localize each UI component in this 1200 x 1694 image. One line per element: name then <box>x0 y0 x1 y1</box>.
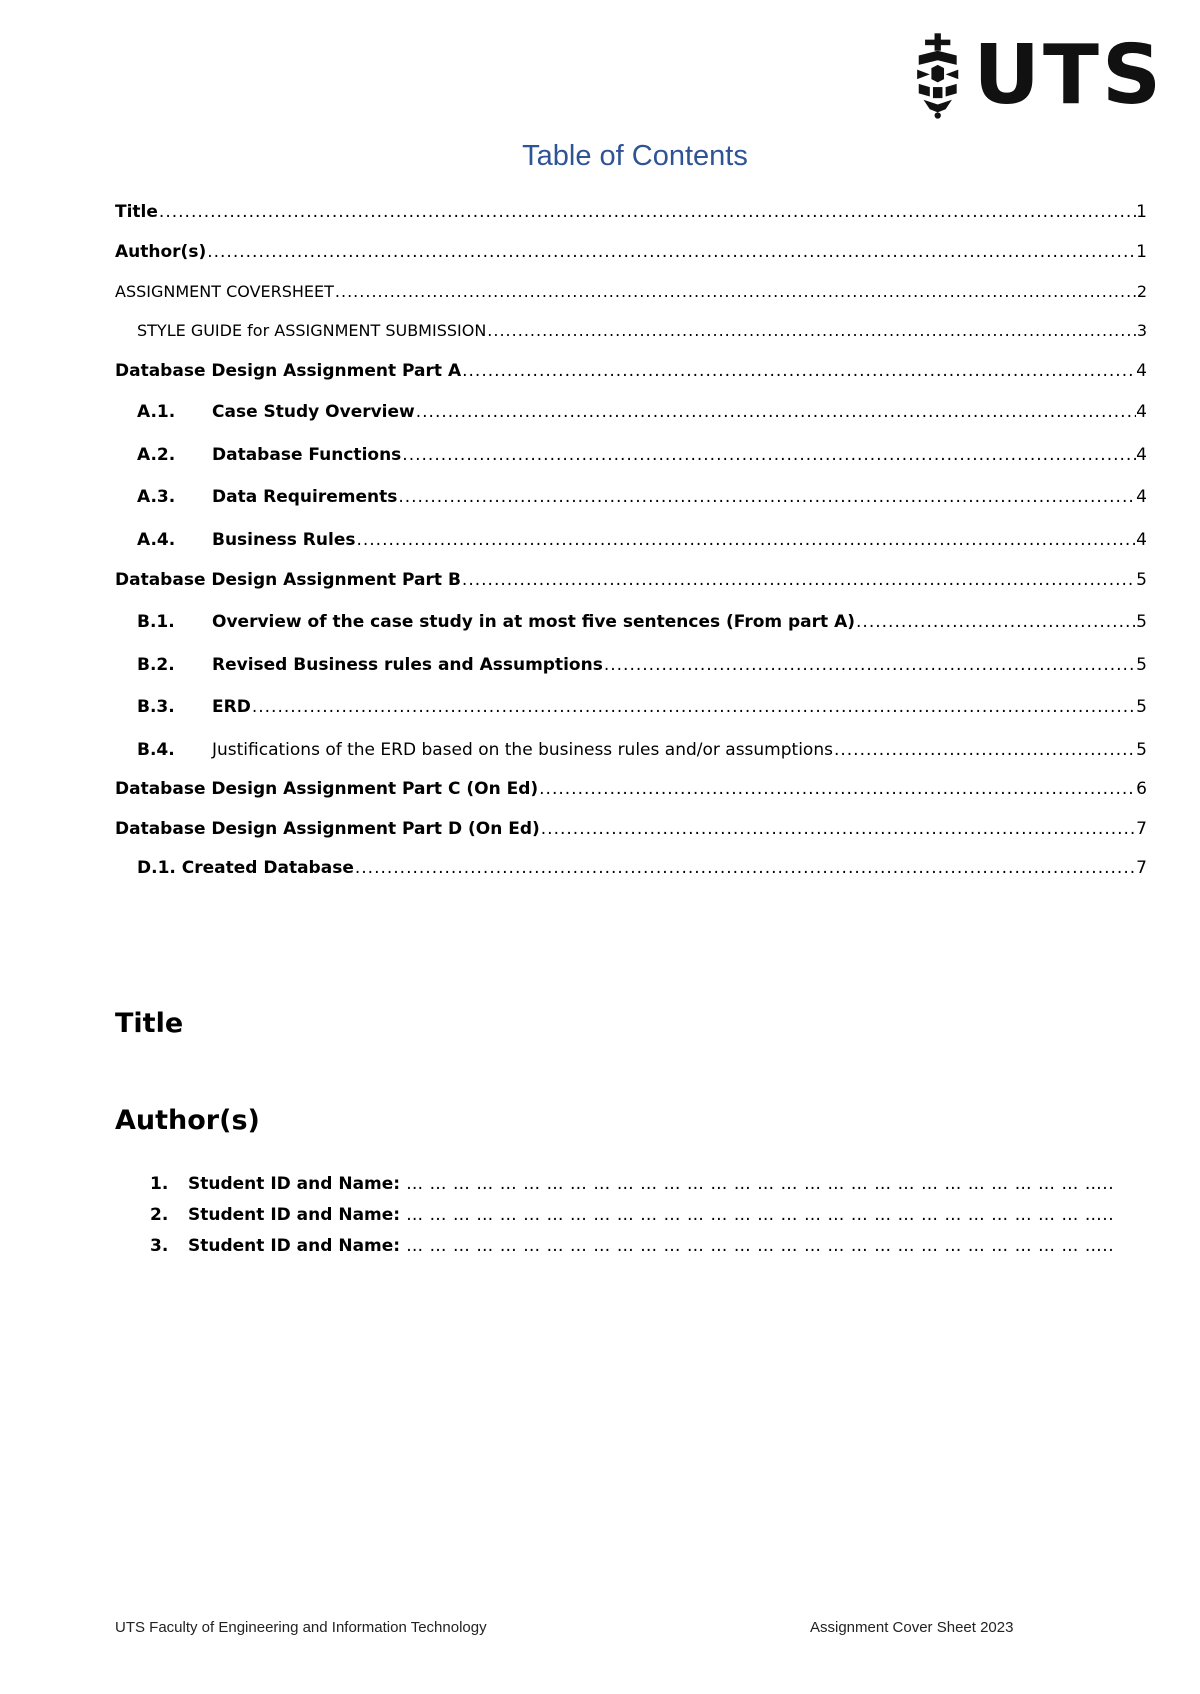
student-entry: 2. Student ID and Name: … … … … … … … … … … … … … … … … … … … … … … … … … … … … … ….. <box>150 1205 1115 1225</box>
student-name-field[interactable]: … … … … … … … … … … … … … … … … … … … … … … … … … … … … … ….. <box>406 1236 1115 1256</box>
toc-entry[interactable]: D.1. Created Database ..... 7 <box>115 858 1147 888</box>
toc-leader <box>206 242 1136 262</box>
toc-entry[interactable]: A.1. Case Study Overview ..... 4 <box>115 402 1147 432</box>
toc-leader <box>461 361 1136 381</box>
toc-entry[interactable]: A.4. Business Rules ..... 4 <box>115 530 1147 560</box>
toc-entry[interactable]: B.3. ERD ..... 5 <box>115 697 1147 727</box>
toc-entry[interactable]: Database Design Assignment Part A ..... 4 <box>115 361 1147 391</box>
toc-entry[interactable]: STYLE GUIDE for ASSIGNMENT SUBMISSION ..... 3 <box>115 321 1147 351</box>
toc-entry[interactable]: Author(s) ..... 1 <box>115 242 1147 272</box>
toc-leader <box>354 858 1136 878</box>
toc-leader <box>397 487 1136 507</box>
toc-leader <box>355 530 1136 550</box>
toc-entry[interactable]: A.3. Data Requirements ..... 4 <box>115 487 1147 517</box>
student-entry: 3. Student ID and Name: … … … … … … … … … … … … … … … … … … … … … … … … … … … … … ….. <box>150 1236 1115 1256</box>
footer-left: UTS Faculty of Engineering and Information Technology <box>115 1619 487 1636</box>
toc-leader <box>461 570 1136 590</box>
toc-entry[interactable]: A.2. Database Functions ..... 4 <box>115 445 1147 475</box>
toc-leader <box>251 697 1136 717</box>
title-heading: Title <box>115 1008 184 1039</box>
logo-text: UTS <box>973 28 1164 123</box>
toc-leader <box>538 779 1136 799</box>
toc-leader <box>855 612 1136 632</box>
student-name-field[interactable]: … … … … … … … … … … … … … … … … … … … … … … … … … … … … … ….. <box>406 1174 1115 1194</box>
student-name-field[interactable]: … … … … … … … … … … … … … … … … … … … … … … … … … … … … … ….. <box>406 1205 1115 1225</box>
toc-leader <box>401 445 1136 465</box>
footer-right: Assignment Cover Sheet 2023 <box>810 1619 1014 1636</box>
toc-entry[interactable]: B.2. Revised Business rules and Assumptions ..... 5 <box>115 655 1147 685</box>
toc-entry[interactable]: Database Design Assignment Part C (On Ed) ..... 6 <box>115 779 1147 809</box>
toc-entry[interactable]: Database Design Assignment Part B ..... 5 <box>115 570 1147 600</box>
uts-crest-icon <box>914 22 961 130</box>
toc-entry[interactable]: B.4. Justifications of the ERD based on the business rules and/or assumptions ..... 5 <box>115 740 1147 770</box>
toc-leader <box>486 321 1137 340</box>
toc-entry[interactable]: Database Design Assignment Part D (On Ed) ..... 7 <box>115 819 1147 849</box>
toc-entry[interactable]: Title ..... 1 <box>115 202 1147 232</box>
toc-leader <box>540 819 1136 839</box>
toc-leader <box>334 282 1137 301</box>
authors-heading: Author(s) <box>115 1105 260 1136</box>
toc-title: Table of Contents <box>522 140 748 172</box>
toc-leader <box>603 655 1136 675</box>
toc-entry[interactable]: B.1. Overview of the case study in at most five sentences (From part A) ..... 5 <box>115 612 1147 642</box>
toc-leader <box>158 202 1136 222</box>
toc-leader <box>833 740 1136 760</box>
uts-logo <box>914 22 1164 130</box>
toc-entry[interactable]: ASSIGNMENT COVERSHEET ..... 2 <box>115 282 1147 312</box>
toc-leader <box>415 402 1136 422</box>
student-entry: 1. Student ID and Name: … … … … … … … … … … … … … … … … … … … … … … … … … … … … … ….. <box>150 1174 1115 1194</box>
student-list <box>150 1174 1114 1267</box>
